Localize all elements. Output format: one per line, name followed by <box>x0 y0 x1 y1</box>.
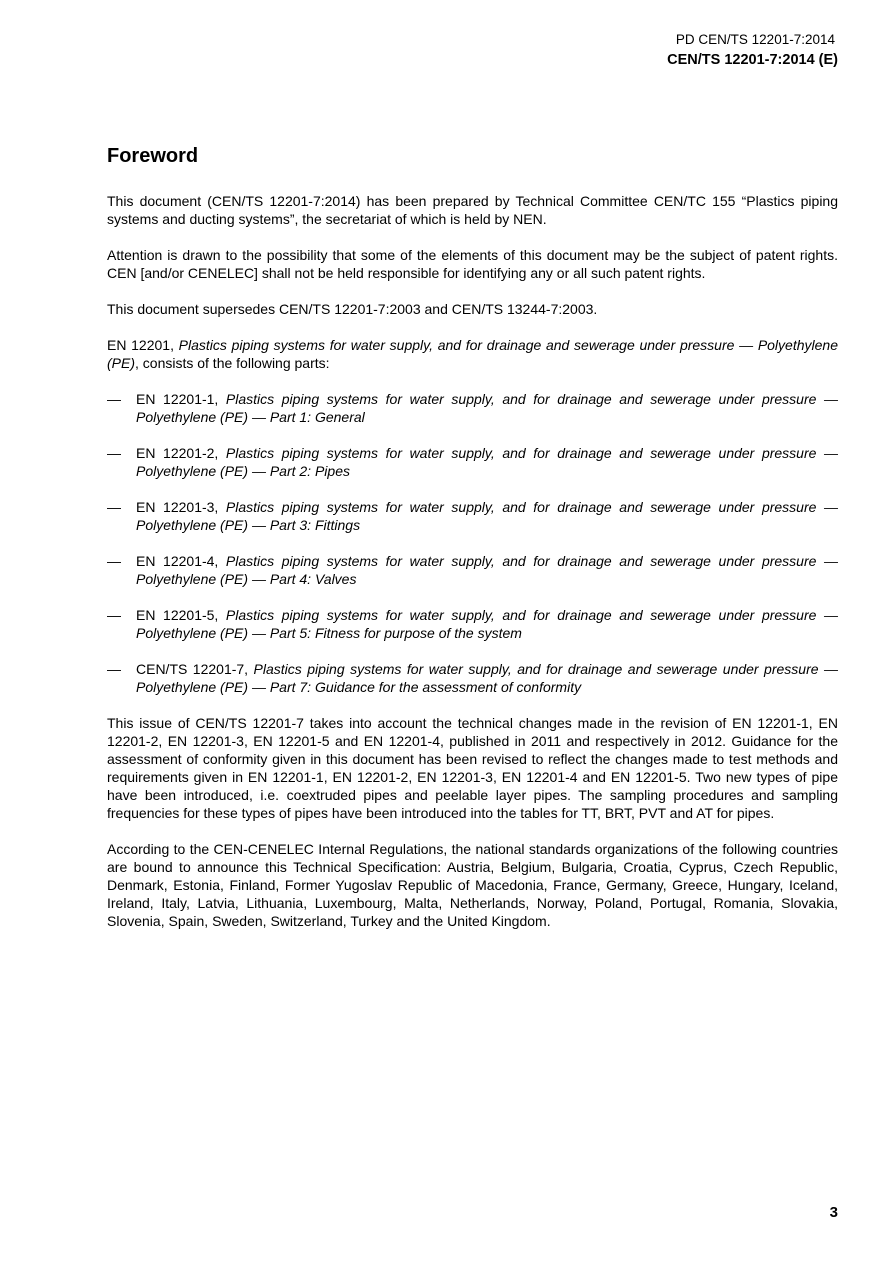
part-title: Plastics piping systems for water supply, and for drainage and sewerage under pressure — Polyethylene (PE) — Part 2: Pipes <box>136 445 839 479</box>
list-item <box>107 606 838 642</box>
list-item <box>107 444 838 480</box>
paragraph-preparation: This document (CEN/TS 12201-7:2014) has been prepared by Technical Committee CEN/TC 155 “Plastics piping systems and ducting systems”, the secretariat of which is held by NEN. <box>107 193 838 227</box>
part-code: EN 12201-3, <box>136 499 226 515</box>
list-item <box>107 660 838 696</box>
paragraph-parts-intro <box>107 336 838 372</box>
page-number: 3 <box>829 1204 838 1221</box>
parts-intro-tail: , consists of the following parts: <box>135 355 330 371</box>
header-document-id: PD CEN/TS 12201-7:2014 <box>675 32 835 47</box>
list-dash: — <box>107 445 121 461</box>
paragraph-supersedes: This document supersedes CEN/TS 12201-7:2003 and CEN/TS 13244-7:2003. <box>107 301 598 317</box>
part-title: Plastics piping systems for water supply, and for drainage and sewerage under pressure — Polyethylene (PE) — Part 3: Fittings <box>136 499 839 533</box>
list-item <box>107 390 838 426</box>
foreword-body <box>107 192 838 948</box>
section-title: Foreword <box>107 145 199 167</box>
part-code: EN 12201-2, <box>136 445 226 461</box>
paragraph-technical-changes: This issue of CEN/TS 12201-7 takes into account the technical changes made in the revision of EN 12201-1, EN 12201-2, EN 12201-3, EN 12201-5 and EN 12201-4, published in 2011 and respectively in 2012. Guidance for the assessment of conformity given in this document has been revised to reflect the changes made to test methods and requirements given in EN 12201-1, EN 12201-2, EN 12201-3, EN 12201-4 and EN 12201-5. Two new types of pipe have been introduced, i.e. coextruded pipes and peelable layer pipes. The sampling procedures and sampling frequencies for these types of pipes have been introduced into the tables for TT, BRT, PVT and AT for pipes. <box>107 715 838 821</box>
list-dash: — <box>107 661 121 677</box>
part-code: EN 12201-4, <box>136 553 226 569</box>
part-code: EN 12201-1, <box>136 391 226 407</box>
list-item <box>107 552 838 588</box>
part-title: Plastics piping systems for water supply, and for drainage and sewerage under pressure — Polyethylene (PE) — Part 5: Fitness for purpose of the system <box>136 607 839 641</box>
part-title: Plastics piping systems for water supply, and for drainage and sewerage under pressure — Polyethylene (PE) — Part 7: Guidance for the assessment of conformity <box>136 661 838 695</box>
part-code: EN 12201-5, <box>136 607 226 623</box>
paragraph-national-standards: According to the CEN-CENELEC Internal Regulations, the national standards organizations of the following countries are bound to announce this Technical Specification: Austria, Belgium, Bulgaria, Croatia, Cyprus, Czech Republic, Denmark, Estonia, Finland, Former Yugoslav Republic of Macedonia, France, Germany, Greece, Hungary, Iceland, Ireland, Italy, Latvia, Lithuania, Luxembourg, Malta, Netherlands, Norway, Poland, Portugal, Romania, Slovakia, Slovenia, Spain, Sweden, Switzerland, Turkey and the United Kingdom. <box>107 841 838 929</box>
list-dash: — <box>107 553 121 569</box>
paragraph-patent-rights: Attention is drawn to the possibility that some of the elements of this document may be the subject of patent rights. CEN [and/or CENELEC] shall not be held responsible for identifying any or all such patent rights. <box>107 247 838 281</box>
header-standard-id: CEN/TS 12201-7:2014 (E) <box>667 52 838 68</box>
list-dash: — <box>107 607 121 623</box>
list-dash: — <box>107 391 121 407</box>
part-title: Plastics piping systems for water supply, and for drainage and sewerage under pressure — Polyethylene (PE) — Part 4: Valves <box>136 553 839 587</box>
part-code: CEN/TS 12201-7, <box>136 661 254 677</box>
list-dash: — <box>107 499 121 515</box>
parts-intro-code: EN 12201, <box>107 337 179 353</box>
parts-intro-title: Plastics piping systems for water supply, and for drainage and sewerage under pressure — Polyethylene (PE) <box>107 337 838 371</box>
list-item <box>107 498 838 534</box>
part-title: Plastics piping systems for water supply, and for drainage and sewerage under pressure — Polyethylene (PE) — Part 1: General <box>136 391 839 425</box>
